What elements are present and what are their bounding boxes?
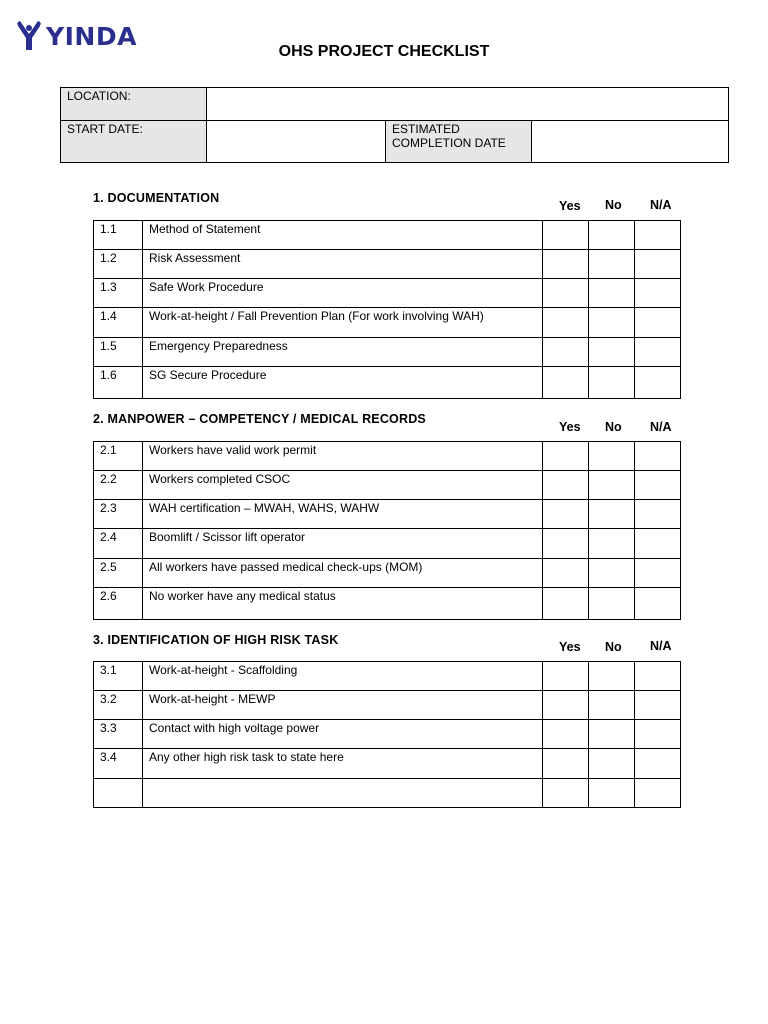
- na-checkbox[interactable]: [635, 338, 681, 367]
- item-number: 1.6: [94, 367, 143, 399]
- table-row: [94, 588, 681, 620]
- item-text: SG Secure Procedure: [143, 367, 543, 399]
- na-checkbox[interactable]: [635, 749, 681, 779]
- section-2-yes-header: Yes: [559, 420, 581, 434]
- no-checkbox[interactable]: [589, 559, 635, 588]
- item-text: All workers have passed medical check-ups (MOM): [143, 559, 543, 588]
- no-checkbox[interactable]: [589, 691, 635, 720]
- table-row: [94, 500, 681, 529]
- no-checkbox[interactable]: [589, 529, 635, 559]
- table-row: [94, 779, 681, 808]
- item-number: 3.2: [94, 691, 143, 720]
- na-checkbox[interactable]: [635, 367, 681, 399]
- no-checkbox[interactable]: [589, 500, 635, 529]
- na-checkbox[interactable]: [635, 529, 681, 559]
- table-row: [94, 662, 681, 691]
- na-checkbox[interactable]: [635, 779, 681, 808]
- table-row: [94, 250, 681, 279]
- table-row: [94, 308, 681, 338]
- yes-checkbox[interactable]: [543, 662, 589, 691]
- na-checkbox[interactable]: [635, 250, 681, 279]
- project-info-table: [60, 87, 729, 163]
- section-3-yes-header: Yes: [559, 640, 581, 654]
- yes-checkbox[interactable]: [543, 471, 589, 500]
- na-checkbox[interactable]: [635, 559, 681, 588]
- table-row: [94, 338, 681, 367]
- section-1-no-header: No: [605, 198, 622, 212]
- item-text: Emergency Preparedness: [143, 338, 543, 367]
- table-row: [94, 367, 681, 399]
- item-number: 2.3: [94, 500, 143, 529]
- item-number: 2.2: [94, 471, 143, 500]
- start-date-label: START DATE:: [61, 121, 207, 163]
- no-checkbox[interactable]: [589, 338, 635, 367]
- item-text: WAH certification – MWAH, WAHS, WAHW: [143, 500, 543, 529]
- yes-checkbox[interactable]: [543, 367, 589, 399]
- item-number: 2.1: [94, 442, 143, 471]
- location-label: LOCATION:: [61, 88, 207, 121]
- item-number: 1.1: [94, 221, 143, 250]
- yes-checkbox[interactable]: [543, 308, 589, 338]
- item-text: Work-at-height / Fall Prevention Plan (For work involving WAH): [143, 308, 543, 338]
- completion-label-line1: ESTIMATED: [392, 122, 460, 136]
- no-checkbox[interactable]: [589, 279, 635, 308]
- yes-checkbox[interactable]: [543, 221, 589, 250]
- item-text: Safe Work Procedure: [143, 279, 543, 308]
- item-text: Risk Assessment: [143, 250, 543, 279]
- no-checkbox[interactable]: [589, 779, 635, 808]
- item-text: Work-at-height - Scaffolding: [143, 662, 543, 691]
- item-number: 3.3: [94, 720, 143, 749]
- section-3-title: 3. IDENTIFICATION OF HIGH RISK TASK: [93, 633, 339, 647]
- yes-checkbox[interactable]: [543, 779, 589, 808]
- section-2-no-header: No: [605, 420, 622, 434]
- na-checkbox[interactable]: [635, 471, 681, 500]
- item-number: 1.5: [94, 338, 143, 367]
- item-number[interactable]: [94, 779, 143, 808]
- completion-label-line2: COMPLETION DATE: [392, 136, 506, 150]
- no-checkbox[interactable]: [589, 588, 635, 620]
- item-number: 3.1: [94, 662, 143, 691]
- item-text: Workers have valid work permit: [143, 442, 543, 471]
- completion-date-field[interactable]: [532, 121, 729, 163]
- item-text: Work-at-height - MEWP: [143, 691, 543, 720]
- no-checkbox[interactable]: [589, 221, 635, 250]
- item-text: Method of Statement: [143, 221, 543, 250]
- na-checkbox[interactable]: [635, 221, 681, 250]
- section-1-table: [93, 220, 681, 399]
- yes-checkbox[interactable]: [543, 559, 589, 588]
- yes-checkbox[interactable]: [543, 588, 589, 620]
- no-checkbox[interactable]: [589, 662, 635, 691]
- yes-checkbox[interactable]: [543, 720, 589, 749]
- no-checkbox[interactable]: [589, 720, 635, 749]
- table-row: [94, 471, 681, 500]
- section-1-na-header: N/A: [650, 198, 672, 212]
- table-row: [94, 442, 681, 471]
- na-checkbox[interactable]: [635, 500, 681, 529]
- item-text: Any other high risk task to state here: [143, 749, 543, 779]
- section-3-na-header: N/A: [650, 639, 672, 653]
- na-checkbox[interactable]: [635, 691, 681, 720]
- na-checkbox[interactable]: [635, 720, 681, 749]
- item-text: Boomlift / Scissor lift operator: [143, 529, 543, 559]
- section-1-title: 1. DOCUMENTATION: [93, 191, 220, 205]
- item-text: Workers completed CSOC: [143, 471, 543, 500]
- yes-checkbox[interactable]: [543, 442, 589, 471]
- yes-checkbox[interactable]: [543, 500, 589, 529]
- no-checkbox[interactable]: [589, 308, 635, 338]
- item-number: 1.4: [94, 308, 143, 338]
- item-text: No worker have any medical status: [143, 588, 543, 620]
- na-checkbox[interactable]: [635, 588, 681, 620]
- yes-checkbox[interactable]: [543, 691, 589, 720]
- table-row: [94, 221, 681, 250]
- no-checkbox[interactable]: [589, 442, 635, 471]
- no-checkbox[interactable]: [589, 471, 635, 500]
- na-checkbox[interactable]: [635, 279, 681, 308]
- no-checkbox[interactable]: [589, 749, 635, 779]
- page-title: [0, 43, 768, 61]
- section-2-title: 2. MANPOWER – COMPETENCY / MEDICAL RECORDS: [93, 412, 426, 426]
- section-3-table: [93, 661, 681, 808]
- table-row: [94, 720, 681, 749]
- item-number: 3.4: [94, 749, 143, 779]
- page-title-text: OHS PROJECT CHECKLIST: [278, 43, 490, 60]
- item-number: 2.6: [94, 588, 143, 620]
- section-2-na-header: N/A: [650, 420, 672, 434]
- completion-date-label: [386, 121, 532, 163]
- yes-checkbox[interactable]: [543, 250, 589, 279]
- section-3-no-header: No: [605, 640, 622, 654]
- item-number: 2.5: [94, 559, 143, 588]
- na-checkbox[interactable]: [635, 662, 681, 691]
- logo-text: YINDA: [46, 21, 137, 51]
- item-number: 2.4: [94, 529, 143, 559]
- na-checkbox[interactable]: [635, 308, 681, 338]
- item-number: 1.2: [94, 250, 143, 279]
- table-row: [94, 749, 681, 779]
- no-checkbox[interactable]: [589, 367, 635, 399]
- yes-checkbox[interactable]: [543, 279, 589, 308]
- item-text-input[interactable]: [143, 779, 543, 808]
- item-number: 1.3: [94, 279, 143, 308]
- section-1-yes-header: Yes: [559, 199, 581, 213]
- location-field[interactable]: [207, 88, 729, 121]
- yes-checkbox[interactable]: [543, 749, 589, 779]
- item-text: Contact with high voltage power: [143, 720, 543, 749]
- section-2-table: [93, 441, 681, 620]
- no-checkbox[interactable]: [589, 250, 635, 279]
- table-row: [94, 279, 681, 308]
- na-checkbox[interactable]: [635, 442, 681, 471]
- yes-checkbox[interactable]: [543, 529, 589, 559]
- table-row: [94, 529, 681, 559]
- yes-checkbox[interactable]: [543, 338, 589, 367]
- table-row: [94, 691, 681, 720]
- table-row: [94, 559, 681, 588]
- start-date-field[interactable]: [207, 121, 386, 163]
